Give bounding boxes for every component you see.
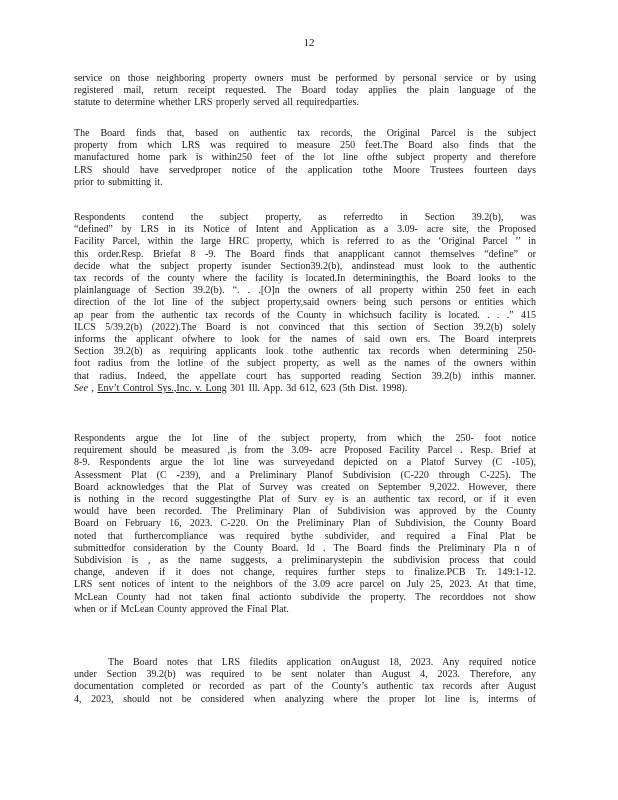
paragraph-line: ILCS 5/39.2(b) (2022).The Board is not convinced that this section of Section 39.2(b) solely xyxy=(74,321,536,333)
paragraph-line: service on those neighboring property owners must be performed by personal service or by using xyxy=(74,73,536,84)
paragraph-line: noted that furthercompliance was required bythe subdivider, and required a Final Plat be xyxy=(74,530,536,542)
paragraph-line: tax records of the county where the facility is located.In determiningthis, the Board looks to the xyxy=(74,273,536,285)
paragraph-line: Board on February 16, 2023. C-220. On the Preliminary Plan of Subdivision, the County Board xyxy=(74,518,536,530)
paragraph-line: when or if McLean County approved the Final Plat. xyxy=(74,603,289,615)
paragraph-2 xyxy=(74,128,536,189)
paragraph-line: decide what the subject property isunder Section39.2(b), andinstead must look to the authentic xyxy=(74,260,536,272)
paragraph-line: foot radius from the lotline of the subject property, as well as the names of the owners within xyxy=(74,358,536,370)
paragraph-line: The Board finds that, based on authentic tax records, the Original Parcel is the subject xyxy=(74,128,536,139)
paragraph-4 xyxy=(74,433,536,616)
paragraph-line: statute to determine whether LRS properly served all requiredparties. xyxy=(74,97,359,109)
paragraph-line: Subdivision is , as the name suggests, a preliminarystepin the subdivision process that could xyxy=(74,555,536,567)
paragraph-line: LRS should have servedproper notice of the application tothe Moore Trustees fourteen days xyxy=(74,164,536,176)
paragraph-line: manufactured home park is within250 feet of the lot line ofthe subject property and therefore xyxy=(74,152,536,164)
paragraph-line: under Section 39.2(b) was required to be sent nolater than August 4, 2023. Therefore, any xyxy=(74,669,536,681)
paragraph-line: Assessment Plat (C -239), and a Preliminary Planof Subdivision (C-220 through C-225). The xyxy=(74,469,536,481)
paragraph-line: LRS sent notices of intent to the neighbors of the 3.09 acre parcel on July 25, 2023. At that time, xyxy=(74,579,536,591)
paragraph-line: direction of the lot line of the subject property,said owners being such persons or entities which xyxy=(74,297,536,309)
paragraph-line: would have been recorded. The Preliminary Plan of Subdivision was approved by the County xyxy=(74,506,536,518)
paragraph-line: that radius. Indeed, the appellate court has supported reading Section 39.2(b) inthis manner. xyxy=(74,370,536,382)
paragraph-line: Facility Parcel, within the large HRC property, which is referred to as the ‘Original Parcel ’’ in xyxy=(74,236,536,248)
paragraph-line: requirement should be measured ,is from the 3.09- acre Proposed Facility Parcel . Resp. Brief at xyxy=(74,445,536,457)
paragraph-line: Section 39.2(b) as requiring applicants look tothe authentic tax records when determining 250- xyxy=(74,346,536,358)
paragraph-line: ap pear from the authentic tax records of the County in whichsuch facility is located. . . .” 415 xyxy=(74,309,536,321)
paragraph-3 xyxy=(74,212,536,395)
paragraph-line: McLean County had not taken final actionto subdivide the property. The recorddoes not show xyxy=(74,591,536,603)
paragraph-1 xyxy=(74,73,536,110)
paragraph-line: property from which LRS was required to measure 250 feet.The Board also finds that the xyxy=(74,140,536,152)
paragraph-line: Respondents contend the subject property, as referredto in Section 39.2(b), was xyxy=(74,212,536,223)
paragraph-line: informs the applicant ofwhere to look for the names of said own ers. The Board interprets xyxy=(74,334,536,346)
page-number: 12 xyxy=(303,37,315,49)
paragraph-line: 4, 2023, should not be considered when analyzing where the proper lot line is, interms of xyxy=(74,693,536,705)
paragraph-line: is nothing in the record suggestingthe Plat of Surv ey is an authentic tax record, or if it even xyxy=(74,494,536,506)
citation-signal: See xyxy=(74,382,88,394)
paragraph-5 xyxy=(74,657,536,706)
citation-reporter: 301 Ill. App. 3d 612, 623 (5th Dist. 1998). xyxy=(230,382,408,394)
paragraph-line: plainlanguage of Section 39.2(b). “. . .[O]n the owners of all property within 250 feet in each xyxy=(74,285,536,297)
citation-case-name: Env’t Control Sys.,Inc. v. Long xyxy=(97,382,227,394)
paragraph-line: Board acknowledges that the Plat of Survey was created on September 9,2022. However, there xyxy=(74,481,536,493)
paragraph-line: Respondents argue the lot line of the subject property, from which the 250- foot notice xyxy=(74,433,536,444)
paragraph-line: this order.Resp. Briefat 8 -9. The Board finds that anapplicant cannot themselves “define” or xyxy=(74,248,536,260)
paragraph-line: registered mail, return receipt requested. The Board today applies the plain language of the xyxy=(74,85,536,97)
paragraph-line: change, andeven if it does not change, requires further steps to finalize.PCB Tr. 149:1-12. xyxy=(74,567,536,579)
citation-line: See , Env’t Control Sys.,Inc. v. Long 301 Ill. App. 3d 612, 623 (5th Dist. 1998). xyxy=(74,382,408,394)
paragraph-line: documentation completed or recorded as part of the County’s authentic tax records after August xyxy=(74,681,536,693)
paragraph-line: 8-9. Respondents argue the lot line was surveyedand depicted on a Platof Survey (C -105), xyxy=(74,457,536,469)
paragraph-line: prior to submitting it. xyxy=(74,176,163,188)
paragraph-line: The Board notes that LRS filedits application onAugust 18, 2023. Any required notice xyxy=(108,657,536,668)
paragraph-line: “defined” by LRS in its Notice of Intent and Application as a 3.09- acre site, the Proposed xyxy=(74,224,536,236)
paragraph-line: submittedfor consideration by the County Board. Id . The Board finds the Preliminary Pla n of xyxy=(74,542,536,554)
